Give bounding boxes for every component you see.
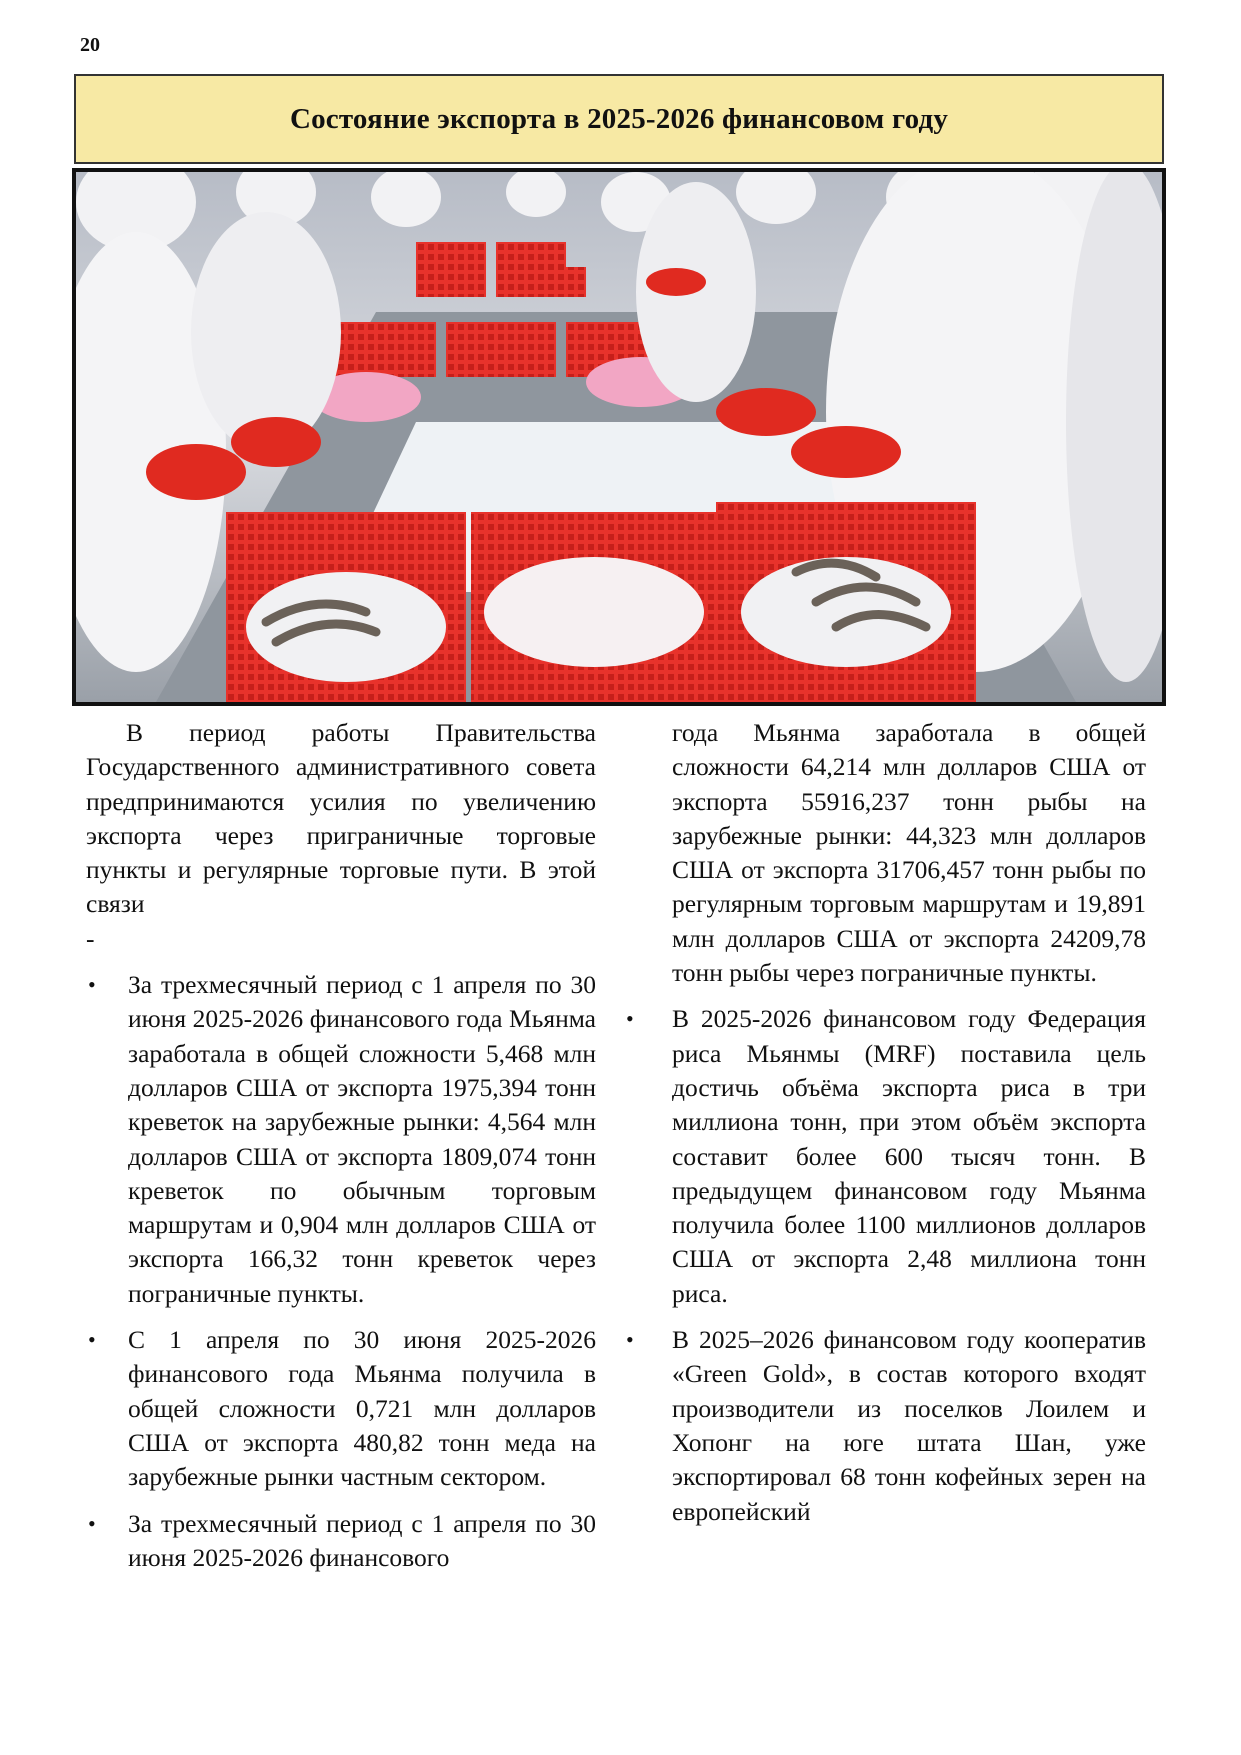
bullet-icon: • — [88, 972, 96, 998]
list-item-text: С 1 апреля по 30 июня 2025-2026 финансового года Мьянма получила в общей сложности 0,721 млн долларов США от экспорта 480,82 тонн меда на зарубежные рынки частным сектором. — [128, 1325, 596, 1492]
page-number: 20 — [80, 34, 100, 56]
right-bullet-list — [626, 1002, 1146, 1528]
page-title: Состояние экспорта в 2025-2026 финансовом году — [289, 102, 949, 135]
right-column — [626, 716, 1146, 1541]
left-bullet-list — [86, 968, 596, 1575]
list-item-text: За трехмесячный период с 1 апреля по 30 июня 2025-2026 финансового года Мьянма заработала в общей сложности 5,468 млн долларов США от экспорта 1975,394 тонн креветок на зарубежные рынки: 4,564 млн долларов США от экспорта 1809,074 тонн креветок по обычным торговым маршрутам и 0,904 млн долларов США от экспорта 166,32 тонн креветок через пограничные пункты. — [128, 970, 596, 1308]
bullet-icon: • — [88, 1327, 96, 1353]
left-column — [86, 716, 596, 1587]
list-item — [626, 1002, 1146, 1311]
bullet-icon: • — [626, 1006, 634, 1032]
continued-paragraph: года Мьянма заработала в общей сложности 64,214 млн долларов США от экспорта 55916,237 тонн рыбы на зарубежные рынки: 44,323 млн долларов США от экспорта 31706,457 тонн рыбы по регулярным торговым маршрутам и 19,891 млн долларов США от экспорта 24209,78 тонн рыбы через пограничные пункты. — [672, 718, 1146, 988]
list-item — [86, 968, 596, 1311]
list-item-text: В 2025–2026 финансовом году кооператив «Green Gold», в состав которого входят производители из поселков Лоилем и Хопонг на юге штата Шан, уже экспортировал 68 тонн кофейных зерен на европейский — [672, 1325, 1146, 1526]
list-item — [86, 1323, 596, 1494]
list-item — [86, 1507, 596, 1576]
shrimp-processing-photo — [72, 168, 1166, 706]
list-item-text: В 2025-2026 финансовом году Федерация риса Мьянмы (MRF) поставила цель достичь объёма экспорта риса в три миллиона тонн, при этом объём экспорта составит более 600 тысяч тонн. В предыдущем финансовом году Мьянма получила более 1100 миллионов долларов США от экспорта 2,48 миллиона тонн риса. — [672, 1004, 1146, 1308]
photo-illustration — [76, 172, 1162, 702]
bullet-icon: • — [88, 1510, 96, 1536]
title-banner — [74, 74, 1164, 164]
bullet-icon: • — [626, 1327, 634, 1353]
intro-paragraph: В период работы Правительства Государственного административного совета предпринимаются усилия по увеличению экспорта через приграничные торговые пункты и регулярные торговые пути. В этой связи — [86, 718, 596, 919]
list-item — [626, 1323, 1146, 1529]
intro-dash: - — [86, 923, 95, 953]
list-item-text: За трехмесячный период с 1 апреля по 30 июня 2025-2026 финансового — [128, 1508, 596, 1572]
